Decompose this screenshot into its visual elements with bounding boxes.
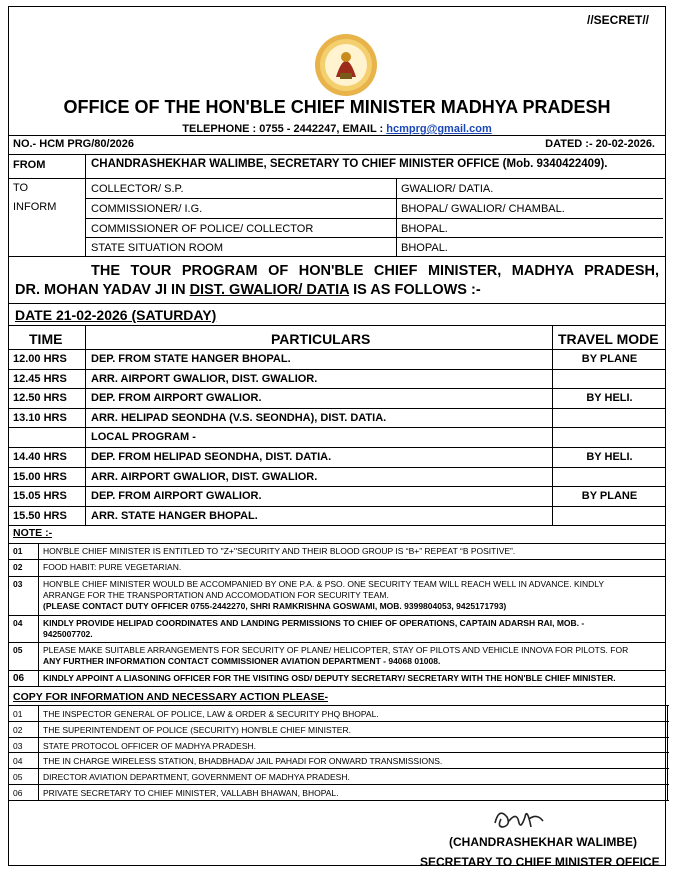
note-number: 01: [13, 546, 23, 556]
to-label: TO: [13, 182, 29, 194]
divider: [9, 447, 665, 448]
divider: [9, 559, 665, 560]
schedule-travel-mode: BY HELI.: [586, 392, 633, 405]
column-header-time: TIME: [29, 331, 63, 347]
divider: [9, 525, 665, 526]
divider: [9, 303, 665, 304]
secret-label: //SECRET//: [586, 13, 649, 27]
signature-icon: [489, 799, 559, 839]
note-number: 05: [13, 645, 23, 656]
copy-number: 06: [13, 788, 23, 798]
divider: [9, 427, 665, 428]
divider: [9, 486, 665, 487]
copy-recipient: THE INSPECTOR GENERAL OF POLICE, LAW & ORDER & SECURITY PHQ BHOPAL.: [43, 709, 379, 719]
schedule-particulars: ARR. STATE HANGER BHOPAL.: [91, 509, 258, 522]
divider: [9, 154, 665, 155]
note-text: 9425007702.: [43, 628, 93, 639]
copy-recipient: STATE PROTOCOL OFFICER OF MADHYA PRADESH.: [43, 740, 256, 751]
column-divider: [396, 178, 397, 256]
schedule-time: 13.10 HRS: [13, 411, 67, 424]
note-number: 06: [13, 672, 25, 684]
recipient-office: STATE SITUATION ROOM: [91, 242, 223, 254]
office-title: OFFICE OF THE HON'BLE CHIEF MINISTER MADHYA PRADESH: [63, 97, 611, 117]
divider: [9, 784, 669, 785]
divider: [9, 615, 665, 616]
divider: [9, 737, 669, 738]
note-number: 03: [13, 578, 23, 589]
email-link[interactable]: hcmprg@gmail.com: [386, 123, 492, 135]
column-divider: [552, 325, 553, 526]
schedule-particulars: DEP. FROM HELIPAD SEONDHA, DIST. DATIA.: [91, 451, 332, 463]
divider: [9, 467, 665, 468]
schedule-travel-mode: BY PLANE: [581, 490, 638, 503]
divider: [9, 543, 665, 544]
copy-number: 05: [13, 772, 23, 783]
copy-number: 03: [13, 740, 23, 751]
note-text: ARRANGE FOR THE TRANSPORTATION AND ACCOMODATION FOR SECURITY TEAM.: [43, 589, 389, 600]
note-text: FOOD HABIT: PURE VEGETARIAN.: [43, 562, 182, 573]
recipient-office: COLLECTOR/ S.P.: [91, 183, 184, 195]
from-value: CHANDRASHEKHAR WALIMBE, SECRETARY TO CHIEF MINISTER OFFICE (Mob. 9340422409).: [91, 158, 608, 170]
note-text: HON'BLE CHIEF MINISTER WOULD BE ACCOMPANIED BY ONE P.A. & PSO. ONE SECURITY TEAM WILL REACH WELL IN ADVANCE. KINDLY: [43, 578, 605, 589]
copy-number: 02: [13, 724, 23, 735]
schedule-particulars: ARR. AIRPORT GWALIOR, DIST. GWALIOR.: [91, 372, 318, 385]
divider: [9, 705, 669, 706]
copy-recipient: THE IN CHARGE WIRELESS STATION, BHADBHADA/ JAIL PAHADI FOR ONWARD TRANSMISSIONS.: [43, 756, 443, 767]
district-name: DIST. GWALIOR/ DATIA: [189, 282, 350, 298]
column-header-travel-mode: TRAVEL MODE: [558, 331, 659, 347]
schedule-travel-mode: BY HELI.: [586, 451, 633, 463]
column-divider: [38, 543, 39, 686]
copy-number: 01: [13, 709, 23, 719]
recipient-office: COMMISSIONER/ I.G.: [91, 203, 203, 215]
divider: [9, 768, 669, 769]
reference-number: NO.- HCM PRG/80/2026: [13, 138, 135, 150]
note-text: KINDLY PROVIDE HELIPAD COORDINATES AND LANDING PERMISSIONS TO CHIEF OF OPERATIONS, CAPTAIN ADARSH RAI, MOB. -: [43, 617, 585, 628]
divider: [9, 721, 669, 722]
column-divider: [85, 325, 86, 526]
divider: [9, 576, 665, 577]
schedule-particulars: DEP. FROM STATE HANGER BHOPAL.: [91, 353, 291, 365]
divider: [9, 506, 665, 507]
note-text: KINDLY APPOINT A LIASONING OFFICER FOR THE VISITING OSD/ DEPUTY SECRETARY/ SECRETARY WITH THE HON'BLE CHIEF MINISTER.: [43, 672, 616, 683]
note-number: 02: [13, 562, 23, 573]
divider: [9, 752, 669, 753]
divider: [9, 135, 665, 136]
divider: [9, 800, 669, 801]
recipient-office: COMMISSIONER OF POLICE/ COLLECTOR: [91, 223, 314, 235]
schedule-time: 15.50 HRS: [13, 509, 67, 522]
inform-label: INFORM: [13, 201, 57, 213]
recipient-location: GWALIOR/ DATIA.: [401, 183, 494, 195]
recipient-location: BHOPAL.: [401, 242, 448, 254]
divider: [85, 198, 663, 199]
divider: [9, 256, 665, 257]
divider: [9, 349, 665, 350]
tour-heading-line1: THE TOUR PROGRAM OF HON'BLE CHIEF MINISTER, MADHYA PRADESH,: [91, 263, 659, 279]
telephone-label: TELEPHONE : 0755 - 2442247, EMAIL :: [182, 123, 384, 135]
column-header-particulars: PARTICULARS: [271, 331, 371, 347]
recipient-location: BHOPAL/ GWALIOR/ CHAMBAL.: [401, 203, 565, 215]
divider: [85, 218, 663, 219]
copy-recipient: PRIVATE SECRETARY TO CHIEF MINISTER, VALLABH BHAWAN, BHOPAL.: [43, 788, 339, 798]
schedule-particulars: DEP. FROM AIRPORT GWALIOR.: [91, 392, 262, 405]
tour-heading-line2: DR. MOHAN YADAV JI IN DIST. GWALIOR/ DATIA IS AS FOLLOWS :-: [15, 282, 481, 298]
divider: [9, 369, 665, 370]
note-text: (PLEASE CONTACT DUTY OFFICER 0755-2442270, SHRI RAMKRISHNA GOSWAMI, MOB. 9399804053, 9425171793): [43, 601, 507, 612]
copy-recipient: DIRECTOR AVIATION DEPARTMENT, GOVERNMENT OF MADHYA PRADESH.: [43, 772, 350, 783]
schedule-time: 12.45 HRS: [13, 372, 67, 385]
divider: [9, 642, 665, 643]
state-emblem-icon: [314, 33, 378, 97]
note-text: ANY FURTHER INFORMATION CONTACT COMMISSIONER AVIATION DEPARTMENT - 94068 01008.: [43, 656, 441, 667]
schedule-particulars: DEP. FROM AIRPORT GWALIOR.: [91, 490, 262, 503]
divider: [9, 408, 665, 409]
dated: DATED :- 20-02-2026.: [545, 138, 655, 150]
note-text: PLEASE MAKE SUITABLE ARRANGEMENTS FOR SECURITY OF PLANE/ HELICOPTER, STAY OF PILOTS AND VEHICLE INNOVA FOR PILOTS. FOR: [43, 645, 629, 656]
note-text: HON'BLE CHIEF MINISTER IS ENTITLED TO ''Z+''SECURITY AND THEIR BLOOD GROUP IS “B+” REPEAT “B POSITIVE”.: [43, 546, 516, 556]
schedule-time: 14.40 HRS: [13, 451, 67, 463]
signatory-name: (CHANDRASHEKHAR WALIMBE): [449, 835, 637, 849]
schedule-travel-mode: BY PLANE: [581, 353, 638, 365]
note-number: 04: [13, 617, 23, 628]
divider: [9, 178, 665, 179]
copy-number: 04: [13, 756, 23, 767]
schedule-particulars: LOCAL PROGRAM -: [91, 431, 196, 444]
document-page: [8, 6, 666, 869]
schedule-time: 15.00 HRS: [13, 470, 67, 483]
schedule-particulars: ARR. AIRPORT GWALIOR, DIST. GWALIOR.: [91, 470, 318, 483]
note-heading: NOTE :-: [13, 527, 53, 539]
divider: [9, 388, 665, 389]
copy-recipient: THE SUPERINTENDENT OF POLICE (SECURITY) HON'BLE CHIEF MINISTER.: [43, 724, 351, 735]
copy-heading: COPY FOR INFORMATION AND NECESSARY ACTION PLEASE-: [13, 691, 329, 703]
from-label: FROM: [13, 159, 46, 171]
schedule-time: 15.05 HRS: [13, 490, 67, 503]
column-divider: [667, 705, 668, 800]
column-divider: [38, 705, 39, 800]
schedule-time: 12.00 HRS: [13, 353, 67, 365]
date-heading: DATE 21-02-2026 (SATURDAY): [15, 307, 217, 323]
divider: [9, 686, 665, 687]
schedule-time: 12.50 HRS: [13, 392, 67, 405]
schedule-particulars: ARR. HELIPAD SEONDHA (V.S. SEONDHA), DIST. DATIA.: [91, 411, 387, 424]
telephone-line: [9, 123, 665, 135]
signatory-title: SECRETARY TO CHIEF MINISTER OFFICE: [420, 855, 660, 869]
divider: [9, 670, 665, 671]
column-divider: [85, 154, 86, 256]
recipient-location: BHOPAL.: [401, 223, 448, 235]
divider: [85, 237, 663, 238]
divider: [9, 325, 665, 326]
